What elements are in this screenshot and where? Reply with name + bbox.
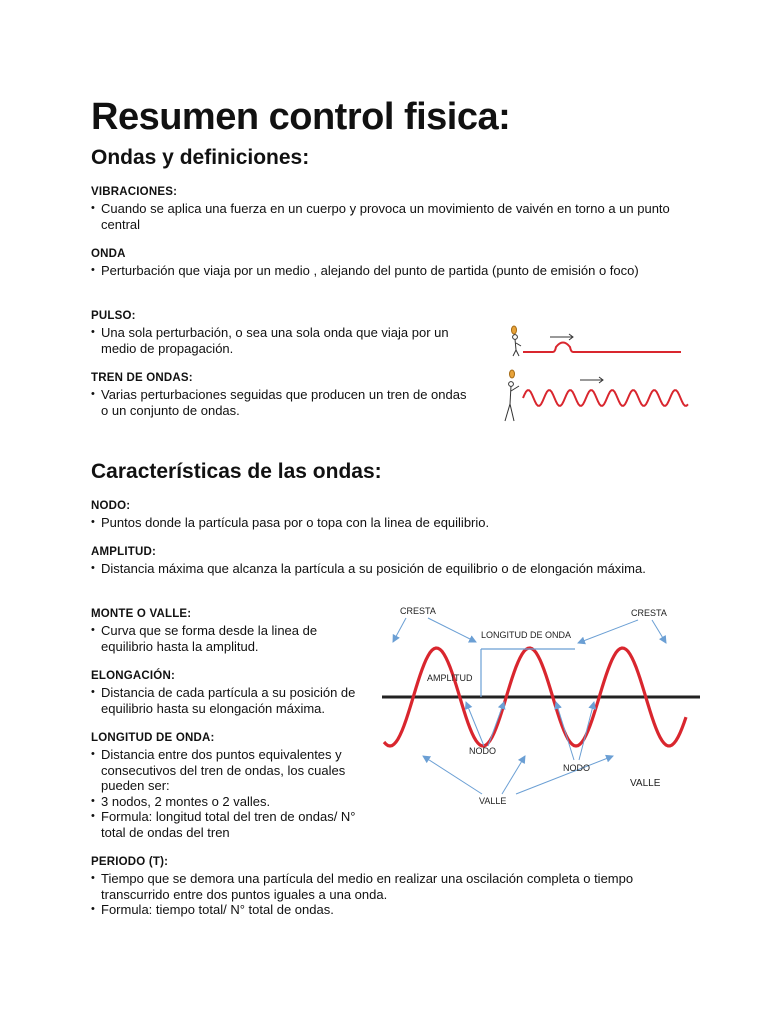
valle-arrow (423, 756, 482, 794)
list-item: • Tiempo que se demora una partícula del medio en realizar una oscilación completa o tiempo transcurrido entre dos puntos iguales a una onda. (91, 871, 691, 902)
term-vibraciones: VIBRACIONES: (91, 186, 178, 198)
label-cresta-left: CRESTA (400, 606, 436, 616)
list-item: • Cuando se aplica una fuerza en un cuerpo y provoca un movimiento de vaivén en torno a un punto central (91, 201, 691, 232)
definition-amplitud (91, 561, 666, 577)
cresta-left-arrow (428, 618, 476, 642)
arrow-right-icon (550, 334, 573, 340)
cresta-right-arrow (652, 620, 666, 643)
definition-nodo (91, 515, 691, 531)
term-periodo: PERIODO (T): (91, 856, 169, 868)
list-item: • Distancia máxima que alcanza la partícula a su posición de equilibrio o de elongación máxima. (91, 561, 666, 577)
term-longitud-de-onda: LONGITUD DE ONDA: (91, 732, 215, 744)
definition-periodo (91, 871, 691, 918)
label-cresta-right: CRESTA (631, 608, 667, 618)
definition-elongacion (91, 685, 371, 716)
nodo-right-arrow (556, 702, 574, 760)
list-item: • Varias perturbaciones seguidas que producen un tren de ondas o un conjunto de ondas. (91, 387, 476, 418)
list-item: • Formula: longitud total del tren de ondas/ N° total de ondas del tren (91, 809, 376, 840)
list-item: • 3 nodos, 2 montes o 2 valles. (91, 794, 376, 810)
list-item: • Puntos donde la partícula pasa por o topa con la linea de equilibrio. (91, 515, 691, 531)
section-heading-caracteristicas: Características de las ondas: (91, 460, 382, 483)
document-title: Resumen control fisica: (91, 96, 511, 138)
label-nodo-right: NODO (563, 763, 590, 773)
definition-longitud-de-onda (91, 747, 376, 840)
label-longitud-de-onda: LONGITUD DE ONDA (481, 630, 572, 640)
term-tren-de-ondas: TREN DE ONDAS: (91, 372, 193, 384)
arrow-right-icon (580, 377, 603, 383)
term-monte-o-valle: MONTE O VALLE: (91, 608, 192, 620)
label-amplitud: AMPLITUD (427, 673, 473, 683)
list-item: • Distancia entre dos puntos equivalentes y consecutivos del tren de ondas, los cuales pueden ser: (91, 747, 376, 794)
list-item: • Formula: tiempo total/ N° total de ondas. (91, 902, 691, 918)
cresta-right-arrow (578, 620, 638, 643)
stick-figure-bottom-icon (505, 370, 519, 421)
label-valle-bottom: VALLE (479, 796, 507, 806)
wave-diagram (380, 598, 706, 813)
term-elongacion: ELONGACIÓN: (91, 670, 175, 682)
section-heading-ondas: Ondas y definiciones: (91, 146, 310, 169)
list-item: • Curva que se forma desde la linea de equilibrio hasta la amplitud. (91, 623, 371, 654)
term-onda: ONDA (91, 248, 126, 260)
cresta-left-arrow (393, 618, 406, 642)
valle-arrow (502, 756, 525, 794)
pulse-line (523, 343, 681, 353)
nodo-left-arrow (488, 702, 504, 746)
term-amplitud: AMPLITUD: (91, 546, 157, 558)
definition-tren-de-ondas (91, 387, 476, 418)
label-nodo-left: NODO (469, 746, 496, 756)
term-pulso: PULSO: (91, 310, 136, 322)
definition-pulso (91, 325, 486, 356)
label-valle-right: VALLE (630, 778, 661, 789)
definition-monte-o-valle (91, 623, 371, 654)
list-item: • Perturbación que viaja por un medio , alejando del punto de partida (punto de emisión o foco) (91, 263, 671, 279)
term-nodo: NODO: (91, 500, 131, 512)
list-item: • Una sola perturbación, o sea una sola onda que viaja por un medio de propagación. (91, 325, 486, 356)
definition-vibraciones (91, 201, 691, 232)
wave-train-line (523, 390, 688, 406)
stick-figure-top-icon (512, 326, 522, 356)
nodo-right-arrow (579, 702, 594, 760)
definition-onda (91, 263, 671, 279)
list-item: • Distancia de cada partícula a su posición de equilibrio hasta su elongación máxima. (91, 685, 371, 716)
pulse-and-wave-train-illustration (495, 320, 695, 426)
valle-arrow (516, 756, 613, 794)
